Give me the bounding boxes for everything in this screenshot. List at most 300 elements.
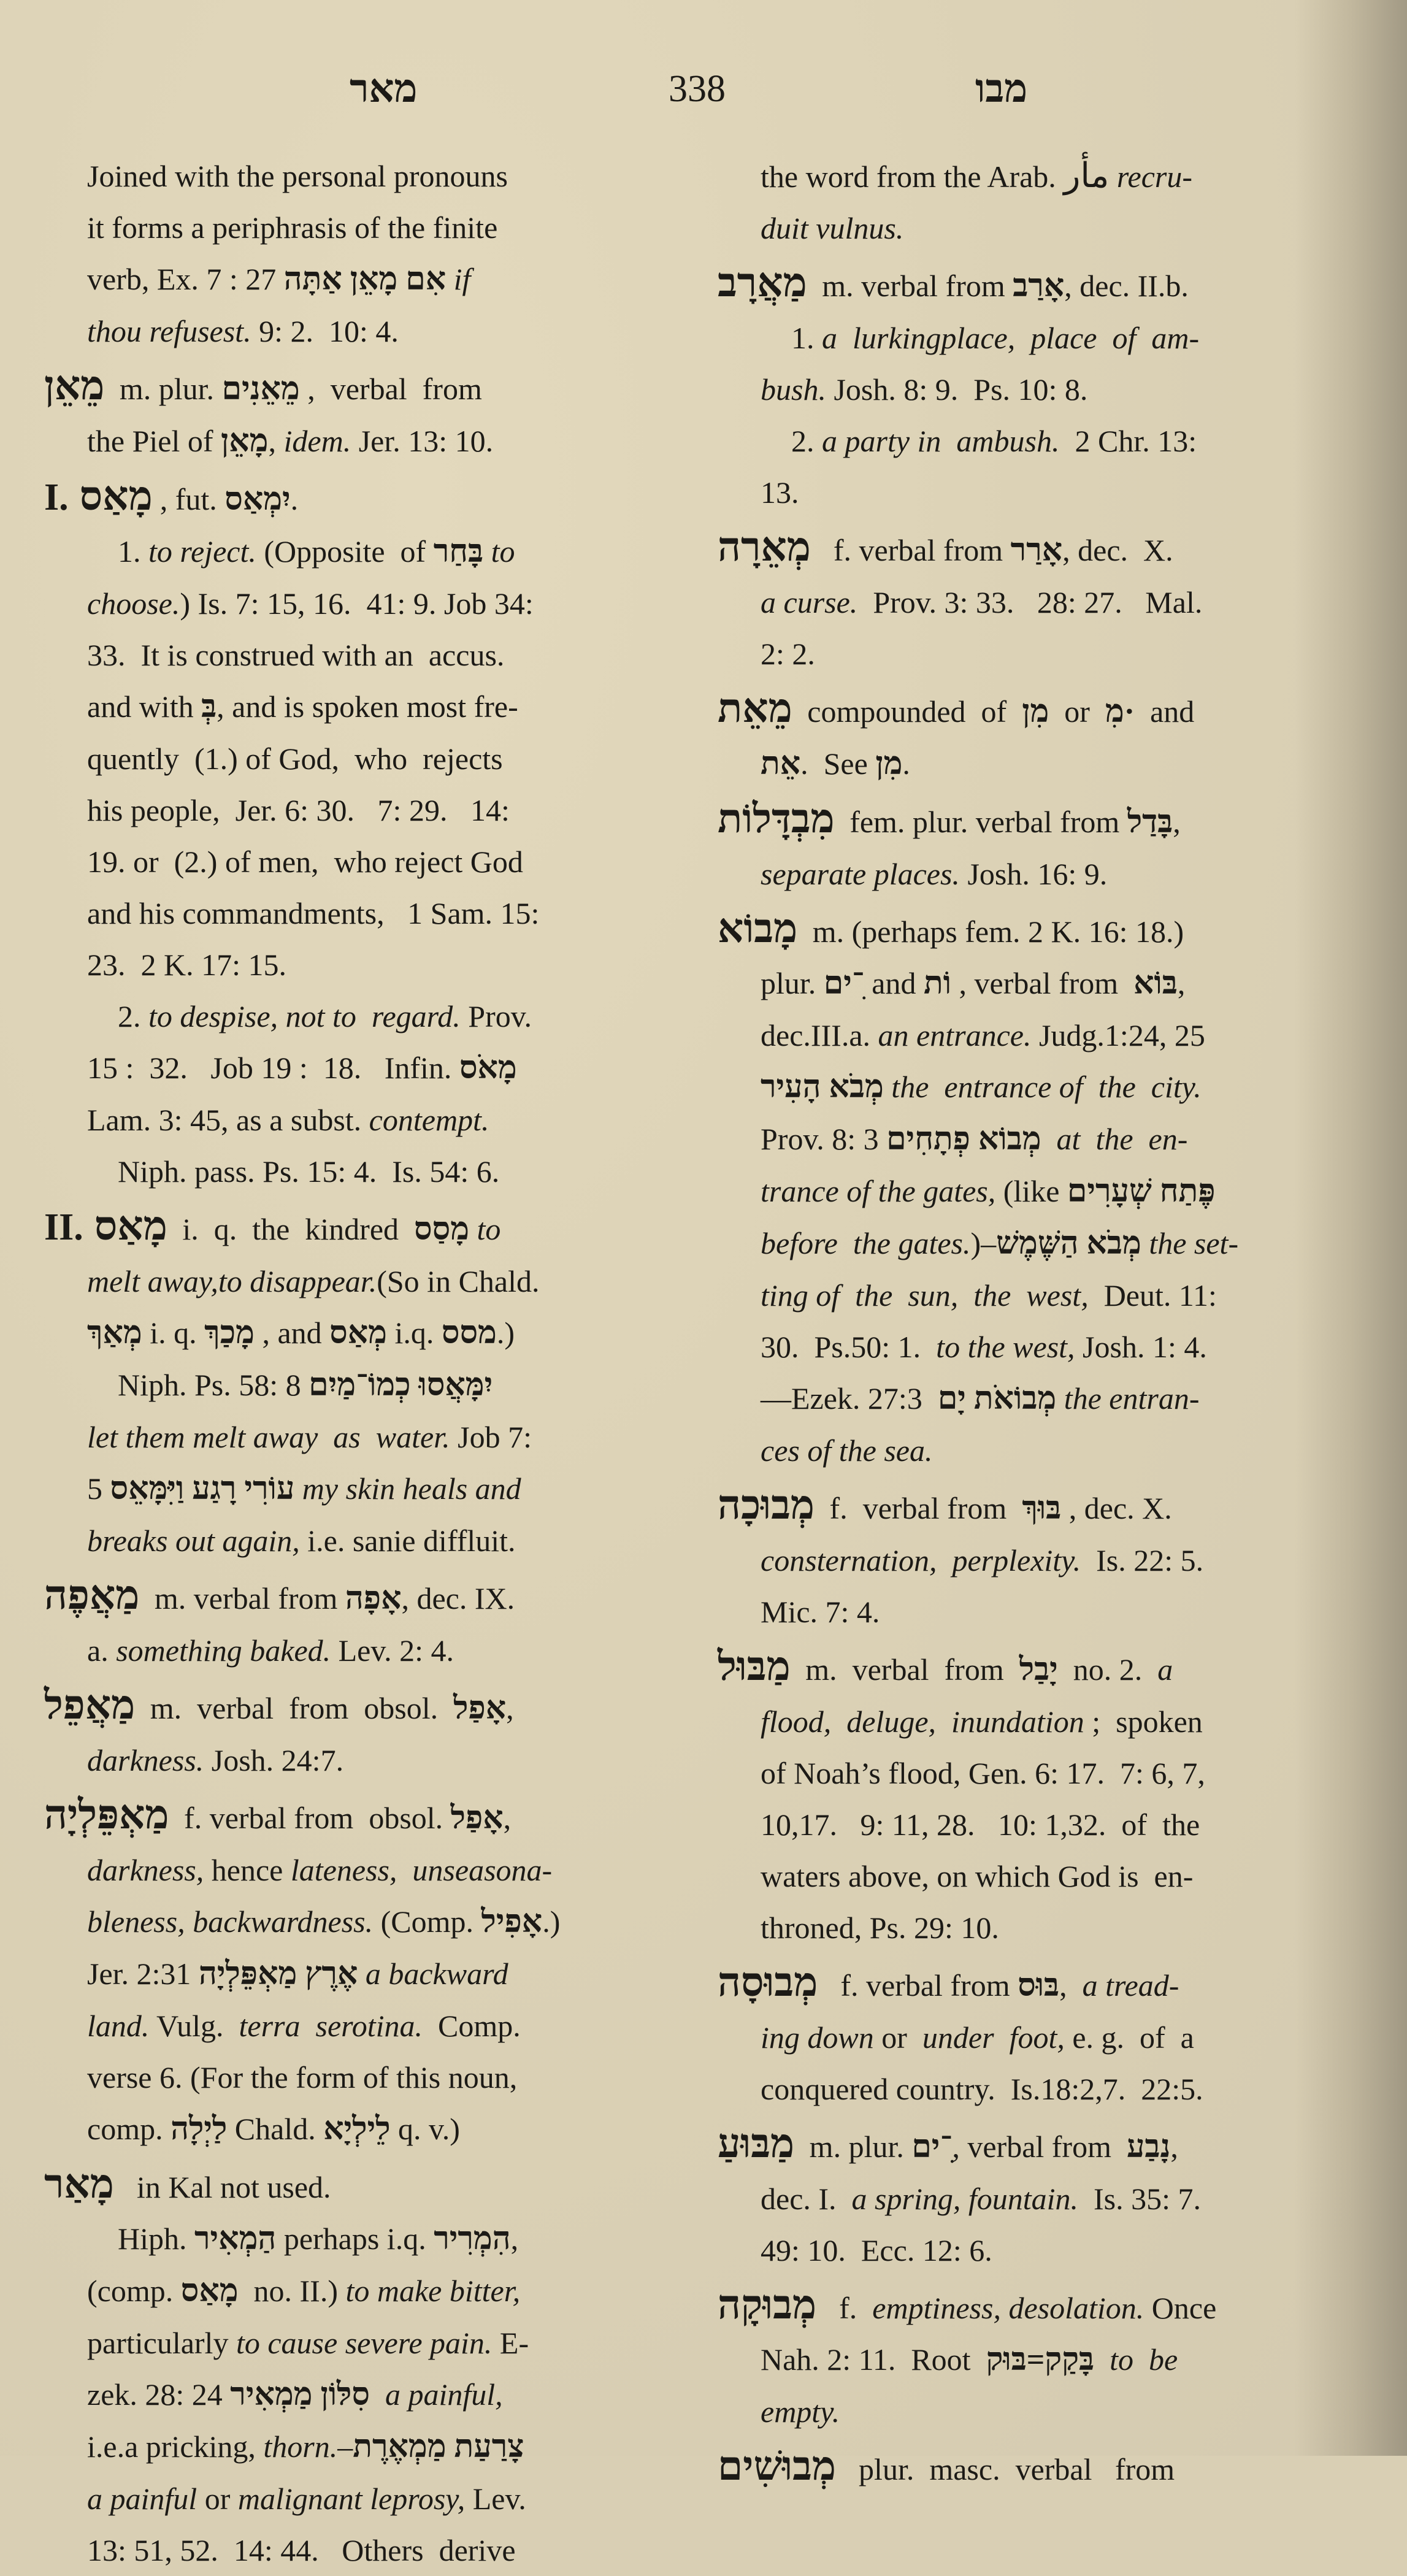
hebrew-text: מֵאֵנִים — [221, 372, 300, 407]
text-line — [44, 1735, 698, 1786]
body-text: ) Is. 7: 15, 16. 41: 9. Job 34: — [180, 586, 534, 621]
text-line — [44, 2369, 698, 2421]
italic-gloss: breaks out again, — [87, 1524, 300, 1558]
headword: מְאֵרָה — [718, 525, 811, 570]
text-line — [718, 312, 1355, 364]
body-text: Josh. 1: 4. — [1075, 1330, 1207, 1364]
text-line — [718, 2334, 1355, 2386]
body-text: hence — [204, 1853, 291, 1887]
body-text: Josh. 16: 9. — [959, 857, 1108, 891]
body-text: 15 : 32. Job 19 : 18. Infin. — [87, 1051, 459, 1085]
entry-headline — [44, 1570, 698, 1625]
body-text: and his commandments, 1 Sam. 15: — [87, 896, 540, 930]
body-text: , — [1173, 805, 1181, 839]
text-line — [718, 628, 1355, 680]
body-text: in Kal not used. — [121, 2170, 331, 2204]
entry-headline — [718, 1480, 1355, 1535]
italic-gloss: a tread- — [1082, 1968, 1179, 2003]
italic-gloss: the set- — [1141, 1226, 1239, 1260]
text-line — [718, 1850, 1355, 1902]
hebrew-text: יִמָּאֲסוּ כְמוֹ־מַיִם — [309, 1368, 493, 1403]
entry-headline — [718, 2118, 1355, 2173]
italic-gloss: to — [483, 534, 515, 569]
page-number: 338 — [669, 68, 726, 110]
italic-gloss: to cause severe pain. — [236, 2326, 493, 2360]
hebrew-text: מָאֵן — [221, 424, 269, 459]
hebrew-text: בּוֹא — [1133, 966, 1178, 1001]
hebrew-text: ִ־ים — [911, 2129, 953, 2164]
body-text: q. v.) — [390, 2112, 460, 2146]
italic-gloss: contempt. — [369, 1103, 489, 1137]
text-line — [718, 848, 1355, 900]
italic-gloss: a party in ambush. — [822, 424, 1060, 458]
text-line — [718, 364, 1355, 415]
hebrew-text: ִ־ים — [823, 966, 864, 1001]
body-text: 10,17. 9: 11, 28. 10: 1,32. of the — [761, 1807, 1200, 1842]
body-text: .) — [542, 1904, 561, 1939]
hebrew-text: אֵת — [761, 746, 801, 781]
body-text: (So in Chald. — [377, 1264, 540, 1298]
body-text: and — [864, 966, 924, 1000]
italic-gloss: malignant leprosy, — [237, 2482, 466, 2516]
italic-gloss: an entrance. — [878, 1018, 1032, 1052]
headword: מְבוּקָה — [718, 2283, 817, 2328]
body-text: m. verbal from — [797, 1652, 1019, 1687]
body-text: (like — [995, 1174, 1067, 1208]
text-line — [44, 1625, 698, 1676]
body-text: m. plur. — [112, 372, 222, 406]
body-text: i. q. — [142, 1316, 205, 1350]
body-text: quently (1.) of God, who rejects — [87, 742, 503, 776]
text-line — [718, 1373, 1355, 1425]
body-text: 49: 10. Ecc. 12: 6. — [761, 2233, 992, 2267]
text-line — [44, 1948, 698, 2000]
hebrew-text: מָאֹס — [459, 1051, 517, 1086]
text-line — [44, 1411, 698, 1463]
italic-gloss: before the gates. — [761, 1226, 971, 1260]
italic-gloss: let them melt away as water. — [87, 1420, 450, 1454]
entry-headline — [44, 471, 698, 526]
italic-gloss: darkness. — [87, 1743, 204, 1777]
italic-gloss: bleness, backwardness. — [87, 1904, 374, 1939]
text-line — [718, 1902, 1355, 1953]
headword: מַאְפֵּלְיָה — [44, 1793, 169, 1838]
left-guide-word: מאר — [350, 67, 418, 110]
text-line — [44, 629, 698, 681]
hebrew-text: מָאַס — [180, 2274, 239, 2309]
hebrew-text: בָּחַר — [433, 534, 484, 569]
body-text: , verbal from — [952, 2129, 1127, 2164]
body-text: 13. — [761, 475, 799, 510]
hebrew-text: מִן — [1022, 694, 1049, 729]
body-text: i. q. the kindred — [174, 1212, 415, 1246]
headword: מַאֲפֶה — [44, 1573, 140, 1618]
hebrew-text: אָרַר — [1010, 533, 1063, 568]
hebrew-text: אָפַל — [453, 1691, 507, 1726]
entry-headline — [718, 794, 1355, 848]
text-line — [44, 415, 698, 467]
body-text: throned, Ps. 29: 10. — [761, 1911, 999, 1945]
text-line — [44, 1307, 698, 1359]
body-text: 23. 2 K. 17: 15. — [87, 948, 286, 982]
body-text: , verbal from — [299, 372, 482, 406]
text-line — [718, 1535, 1355, 1586]
italic-gloss: if — [446, 262, 471, 296]
body-text: plur. — [761, 966, 824, 1000]
italic-gloss: darkness, — [87, 1853, 204, 1887]
body-text: , dec. X. — [1062, 533, 1173, 567]
body-text: Vulg. — [149, 2009, 239, 2043]
hebrew-text: אֶרֶץ מַאְפֵּלְיָה — [198, 1957, 358, 1991]
body-text: Jer. 13: 10. — [351, 424, 494, 458]
hebrew-text: מְבֹא הַשֶּׁמֶשׁ — [996, 1226, 1141, 1261]
hebrew-text: מְאַךְ — [87, 1316, 142, 1351]
hebrew-text: יָבַל — [1019, 1652, 1058, 1687]
body-text: ; spoken — [1084, 1704, 1203, 1739]
body-text: , — [268, 424, 284, 458]
body-text: Judg.1:24, 25 — [1031, 1018, 1205, 1052]
headword: מְבוּשִׁים — [718, 2444, 837, 2489]
italic-gloss: empty. — [761, 2394, 840, 2429]
italic-gloss: a painful — [87, 2482, 197, 2516]
body-text: a. — [87, 1633, 117, 1668]
hebrew-text: הַמְאִיר — [194, 2221, 277, 2256]
hebrew-text: בָּקַק=בּוּק — [986, 2342, 1095, 2377]
text-line — [44, 1042, 698, 1094]
hebrew-text: ·מִ — [1105, 694, 1135, 729]
hebrew-text: מָכַךְ — [204, 1316, 255, 1351]
body-text: . See — [800, 746, 876, 781]
body-text: , dec. IX. — [401, 1581, 515, 1616]
body-text: Prov. — [460, 999, 532, 1033]
text-line — [718, 2386, 1355, 2437]
body-text: , and is spoken most fre- — [217, 689, 518, 724]
body-text: , verbal from — [951, 966, 1134, 1000]
body-text: m. verbal from — [814, 269, 1013, 303]
text-line — [44, 681, 698, 733]
text-line — [44, 784, 698, 836]
body-text: 33. It is construed with an accus. — [87, 638, 505, 672]
text-line — [44, 2421, 698, 2473]
body-text: compounded of — [799, 694, 1022, 729]
body-text: Comp. — [423, 2009, 521, 2043]
text-line — [718, 2225, 1355, 2276]
arabic-text: مأر — [1064, 156, 1110, 196]
body-text: f. verbal from — [822, 1491, 1022, 1525]
headword: מַבּוּעַ — [718, 2122, 795, 2166]
entry-headline — [718, 903, 1355, 957]
hebrew-text: סִלּוֹן מַמְאִיר — [230, 2377, 370, 2412]
body-text: Lev. — [465, 2482, 526, 2516]
body-text: 19. or (2.) of men, who reject God — [87, 845, 523, 879]
body-text: f. — [824, 2291, 873, 2325]
headword: מָאַר — [44, 2162, 114, 2207]
body-text: the word from the Arab. — [761, 159, 1064, 194]
headword: מִבְדָּלוֹת — [718, 797, 835, 841]
headword: מְבוּסָה — [718, 1960, 818, 2005]
italic-gloss: a — [1157, 1652, 1173, 1687]
entry-headline — [718, 522, 1355, 577]
text-line — [718, 1217, 1355, 1270]
italic-gloss: a backward — [358, 1957, 508, 1991]
hebrew-text: לֵילְיָא — [323, 2112, 391, 2147]
text-line — [718, 1799, 1355, 1850]
hebrew-text: יִמְאַס — [224, 482, 291, 517]
italic-gloss: idem. — [283, 424, 351, 458]
body-text: 1. — [118, 534, 148, 569]
italic-gloss: trance of the gates, — [761, 1174, 996, 1208]
text-line — [44, 2317, 698, 2369]
text-line — [44, 2473, 698, 2524]
headword: מָאַס — [79, 474, 153, 519]
hebrew-text: עוֹרִי רָגַע וַיִּמָּאֵס — [110, 1471, 295, 1506]
body-text: plur. masc. verbal from — [843, 2452, 1175, 2486]
text-line — [718, 1061, 1355, 1113]
entry-headline — [718, 2441, 1355, 2495]
hebrew-text: הִמְרִיר — [434, 2221, 511, 2256]
italic-gloss: my skin heals and — [294, 1471, 521, 1506]
hebrew-text: בְּ — [201, 689, 217, 724]
body-text: or — [1049, 694, 1105, 729]
hebrew-text: בּוּס — [1018, 1968, 1060, 2003]
body-text: Jer. 2:31 — [87, 1957, 199, 1991]
italic-gloss: duit vulnus. — [761, 211, 904, 245]
body-text: 30. Ps.50: 1. — [761, 1330, 937, 1364]
italic-gloss: choose. — [87, 586, 180, 621]
body-text: )– — [970, 1226, 997, 1260]
body-text: Lam. 3: 45, as a subst. — [87, 1103, 369, 1137]
italic-gloss: to make bitter, — [345, 2274, 521, 2308]
left-column — [44, 150, 698, 2576]
italic-gloss: the entran- — [1056, 1381, 1200, 1416]
text-line — [718, 1113, 1355, 1165]
body-text: the Piel of — [87, 424, 221, 458]
body-text: m. verbal from — [147, 1581, 345, 1616]
italic-gloss: under foot, — [922, 2020, 1065, 2055]
headword: מָבוֹא — [718, 907, 798, 951]
italic-gloss: something baked. — [116, 1633, 331, 1668]
body-text: no. II.) — [238, 2274, 346, 2308]
body-text: Niph. Ps. 58: 8 — [118, 1368, 309, 1402]
body-text: , dec. II.b. — [1064, 269, 1189, 303]
body-text: (Opposite of — [256, 534, 434, 569]
body-text: Once — [1144, 2291, 1217, 2325]
text-line — [718, 2063, 1355, 2115]
headword: מֵאֵת — [718, 686, 792, 731]
hebrew-text: בּוּךְ — [1022, 1491, 1062, 1526]
text-line — [44, 991, 698, 1042]
text-line — [718, 1696, 1355, 1747]
headword: מַאֲרָב — [718, 261, 807, 305]
hebrew-text: פֶּתַח שְׁעָרִים — [1067, 1174, 1216, 1209]
body-text: verb, Ex. 7 : 27 — [87, 262, 284, 296]
headword: מֵאֵן — [44, 364, 105, 408]
text-line — [44, 733, 698, 784]
body-text: Prov. 8: 3 — [761, 1122, 887, 1156]
hebrew-text: בָּדַל — [1127, 805, 1173, 840]
text-line — [718, 2173, 1355, 2225]
body-text: Chald. — [227, 2112, 324, 2146]
italic-gloss: to — [469, 1212, 501, 1246]
text-line — [44, 578, 698, 629]
hebrew-text: מְבֹא הָעִיר — [761, 1070, 884, 1105]
body-text: —Ezek. 27:3 — [761, 1381, 938, 1416]
body-text: 5 — [87, 1471, 110, 1506]
italic-gloss: separate places. — [761, 857, 960, 891]
body-text: . — [290, 482, 299, 516]
italic-gloss: thou refusest. — [87, 314, 251, 348]
hebrew-text: אָפִיל — [481, 1904, 543, 1939]
text-line — [718, 1586, 1355, 1638]
entry-headline — [718, 1957, 1355, 2012]
text-line — [718, 1425, 1355, 1476]
body-text: Prov. 3: 33. 28: 27. Mal. — [857, 585, 1203, 619]
body-text: 2: 2. — [761, 637, 815, 671]
body-text: i.e.a pricking, — [87, 2429, 264, 2464]
hebrew-text: אָפַל — [450, 1801, 504, 1836]
body-text: Nah. 2: 11. Root — [761, 2342, 986, 2377]
text-line — [44, 305, 698, 357]
entry-headline — [44, 1790, 698, 1844]
italic-gloss: recru- — [1109, 159, 1193, 194]
italic-gloss: a lurkingplace, place of am- — [822, 321, 1200, 355]
body-text: Is. 35: 7. — [1078, 2182, 1202, 2216]
entry-headline — [718, 258, 1355, 312]
body-text: of Noah’s flood, Gen. 6: 17. 7: 6, 7, — [761, 1756, 1205, 1790]
entry-headline — [44, 361, 698, 415]
text-line — [718, 1747, 1355, 1799]
text-line — [44, 1463, 698, 1515]
body-text: dec. I. — [761, 2182, 852, 2216]
body-text: Joined with the personal pronouns — [87, 159, 508, 193]
text-line — [718, 150, 1355, 202]
body-text: or — [873, 2020, 922, 2055]
italic-gloss: emptiness, desolation. — [872, 2291, 1144, 2325]
text-line — [718, 2012, 1355, 2063]
text-line — [718, 1165, 1355, 1217]
body-text: Mic. 7: 4. — [761, 1595, 880, 1629]
text-line — [44, 202, 698, 253]
text-line — [44, 1359, 698, 1411]
hebrew-text: מִן — [875, 746, 903, 781]
body-text: , — [510, 2221, 519, 2256]
italic-gloss: flood, deluge, inundation — [761, 1704, 1084, 1739]
text-line — [718, 415, 1355, 467]
italic-gloss: ting of the sun, the west, — [761, 1278, 1089, 1313]
text-line — [718, 202, 1355, 254]
body-text: , and — [254, 1316, 330, 1350]
body-text: Job 7: — [450, 1420, 532, 1454]
italic-gloss: terra serotina. — [239, 2009, 423, 2043]
body-text: f. verbal from — [825, 1968, 1018, 2003]
body-text: particularly — [87, 2326, 236, 2360]
body-text: e. g. of a — [1064, 2020, 1194, 2055]
hebrew-text: אָרַב — [1013, 269, 1065, 304]
body-text: verse 6. (For the form of this noun, — [87, 2060, 518, 2095]
homonym-numeral: II. — [44, 1206, 83, 1248]
hebrew-text: מְאַס — [329, 1316, 387, 1351]
body-text: m. plur. — [802, 2129, 912, 2164]
text-line — [44, 526, 698, 578]
text-line — [44, 2000, 698, 2052]
body-text: Deut. 11: — [1088, 1278, 1217, 1313]
text-line — [44, 2052, 698, 2103]
running-header — [0, 61, 1407, 117]
body-text: his people, Jer. 6: 30. 7: 29. 14: — [87, 793, 510, 827]
body-text: or — [197, 2482, 238, 2516]
text-line — [44, 887, 698, 939]
body-text: E- — [492, 2326, 529, 2360]
body-text: , — [503, 1801, 512, 1835]
body-text: it forms a periphrasis of the finite — [87, 210, 498, 245]
hebrew-text: נָבַע — [1126, 2129, 1171, 2164]
entry-headline — [44, 1680, 698, 1735]
text-line — [718, 577, 1355, 628]
text-line — [44, 1255, 698, 1307]
right-column — [718, 150, 1355, 2495]
body-text: fem. plur. verbal from — [842, 805, 1127, 839]
body-text: zek. 28: 24 — [87, 2377, 231, 2412]
text-line — [718, 1321, 1355, 1373]
text-line — [718, 1270, 1355, 1321]
hebrew-text: אִם מָאֵן אַתָּה — [283, 262, 447, 297]
body-text: 2 Chr. 13: — [1059, 424, 1197, 458]
hebrew-text: לַיְלָה — [171, 2112, 228, 2147]
entry-headline — [718, 1641, 1355, 1696]
body-text: . — [902, 746, 910, 781]
text-line — [44, 939, 698, 991]
text-line — [44, 2524, 698, 2576]
body-text: 9: 2. 10: 4. — [251, 314, 399, 348]
right-guide-word: מבו — [975, 67, 1028, 110]
italic-gloss: land. — [87, 2009, 150, 2043]
body-text: i.e. sanie diffluit. — [299, 1524, 516, 1558]
body-text: , fut. — [159, 482, 225, 516]
italic-gloss: melt away,to disappear. — [87, 1264, 377, 1298]
italic-gloss: consternation, perplexity. — [761, 1543, 1081, 1577]
italic-gloss: a spring, fountain. — [851, 2182, 1079, 2216]
text-line — [718, 1010, 1355, 1061]
headword: מַאֲפֵל — [44, 1683, 136, 1728]
body-text: .) — [496, 1316, 515, 1350]
body-text: – — [337, 2429, 353, 2464]
italic-gloss: ing down — [761, 2020, 874, 2055]
text-line — [44, 2103, 698, 2155]
body-text: f. verbal from — [818, 533, 1011, 567]
body-text: 1. — [791, 321, 822, 355]
body-text: , — [1177, 966, 1186, 1000]
headword: מָאַס — [94, 1204, 167, 1249]
body-text: i.q. — [386, 1316, 442, 1350]
body-text: no. 2. — [1057, 1652, 1158, 1687]
body-text: , — [506, 1691, 514, 1725]
entry-headline — [718, 683, 1355, 738]
body-text: Niph. pass. Ps. 15: 4. Is. 54: 6. — [118, 1154, 500, 1189]
hebrew-text: מָסַס — [414, 1212, 470, 1247]
italic-gloss: a curse. — [761, 585, 858, 619]
hebrew-text: וֹת — [924, 966, 952, 1001]
headword: מְבוּכָה — [718, 1483, 815, 1528]
hebrew-text: אָפָה — [345, 1581, 402, 1616]
body-text: , — [1059, 1968, 1083, 2003]
body-text: Lev. 2: 4. — [331, 1633, 454, 1668]
text-line — [44, 1896, 698, 1948]
hebrew-text: מְבוֹא פְתָחִים — [886, 1122, 1041, 1157]
text-line — [44, 1844, 698, 1896]
homonym-numeral: I. — [44, 477, 69, 518]
italic-gloss: ces of the sea. — [761, 1433, 933, 1468]
body-text: , dec. X. — [1061, 1491, 1172, 1525]
